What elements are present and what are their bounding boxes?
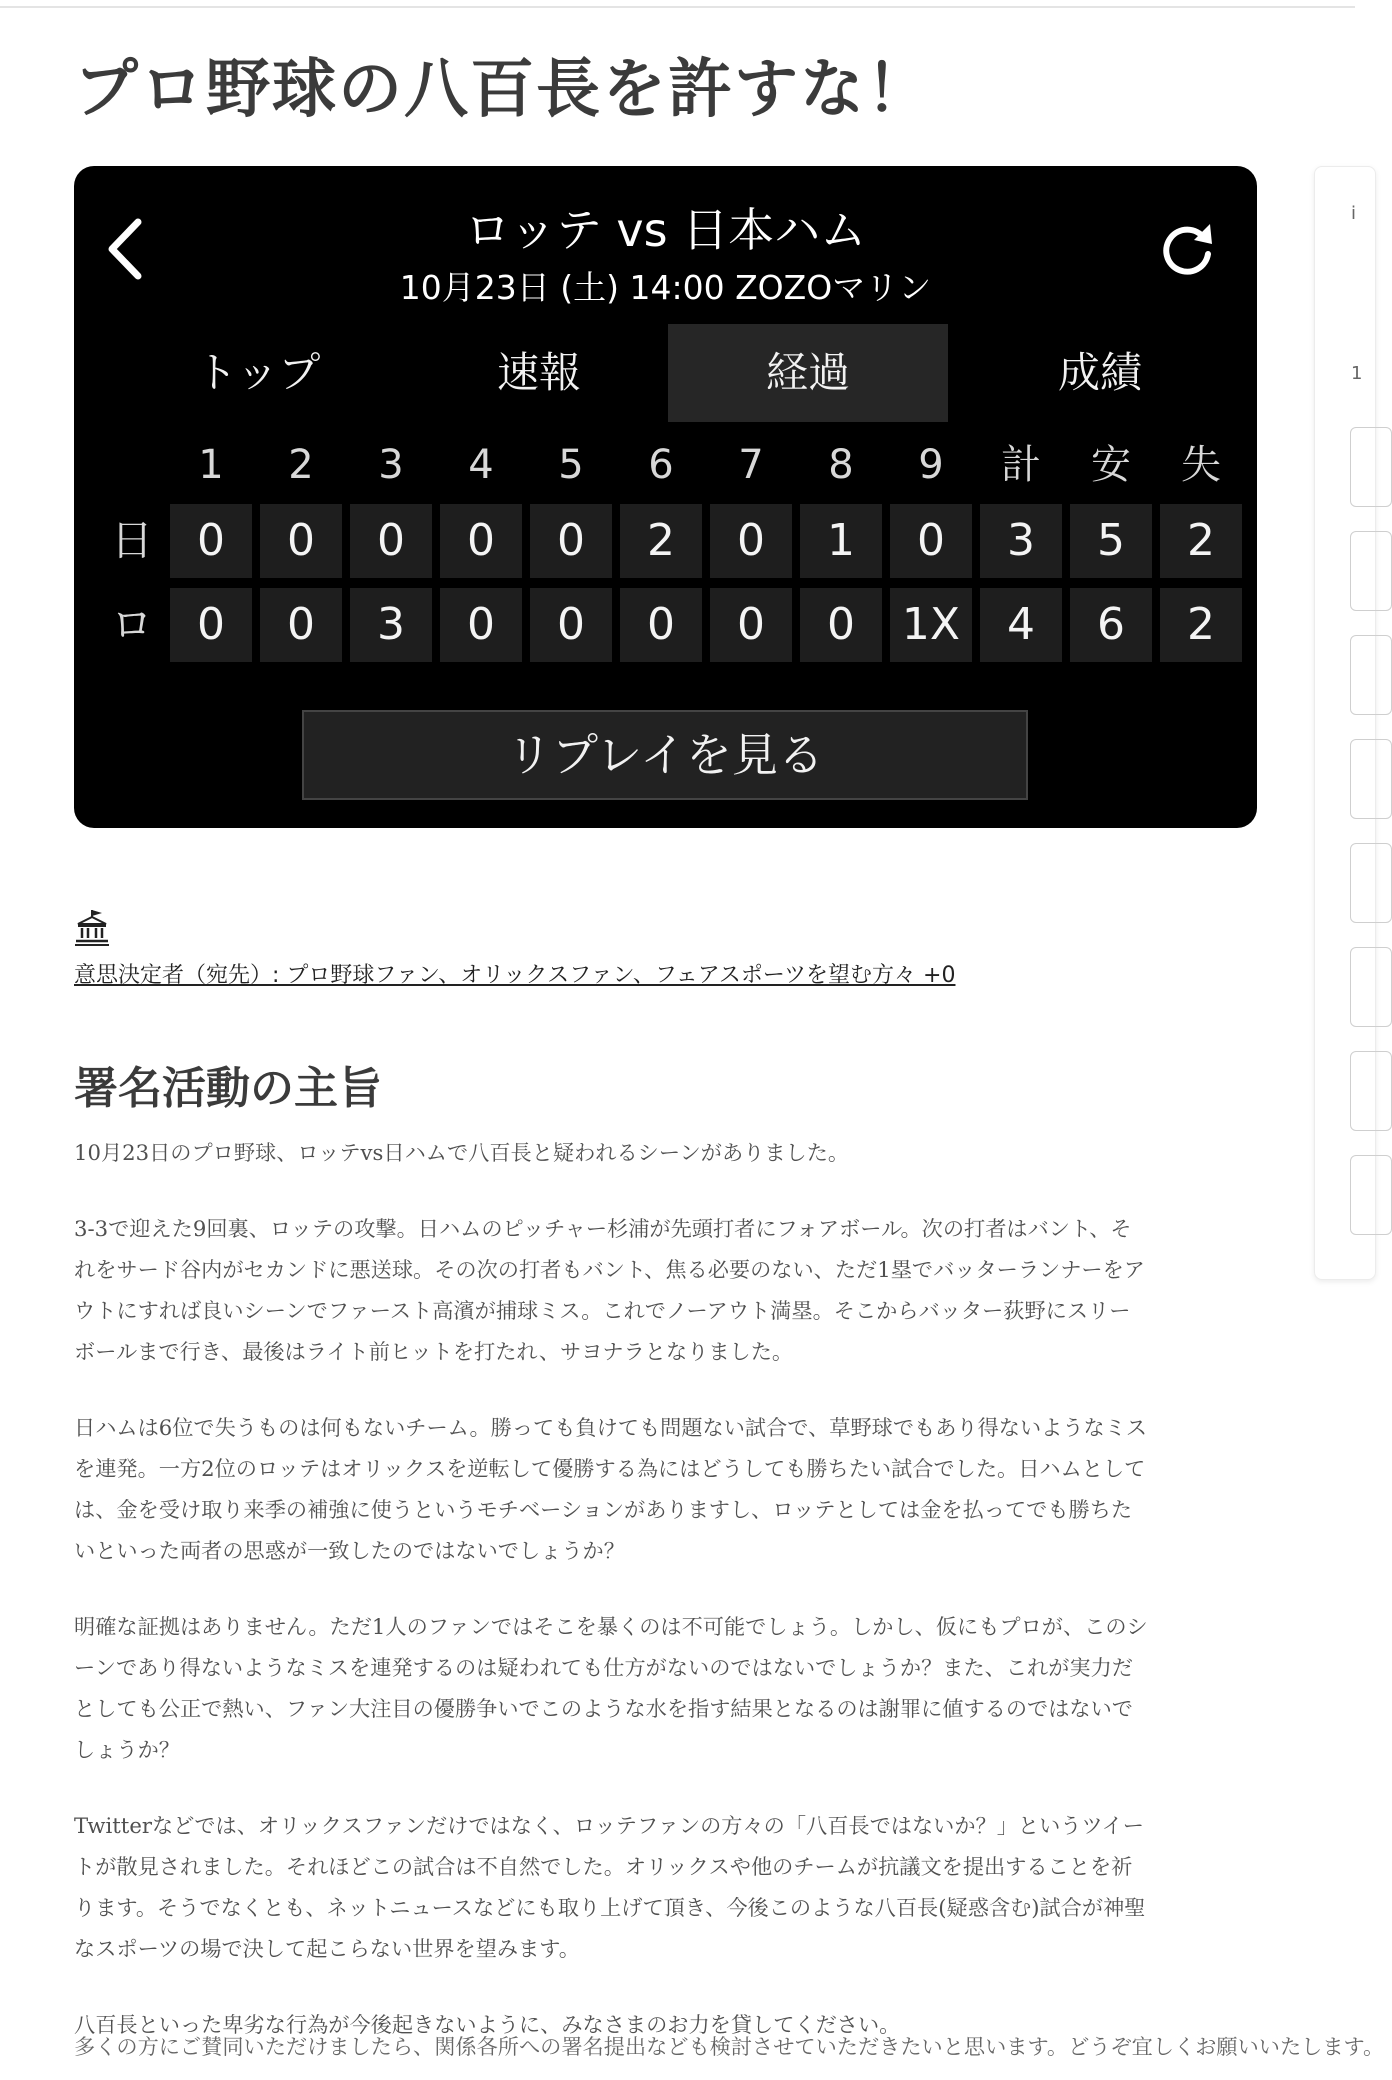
total-cell: 4 bbox=[980, 588, 1062, 662]
tab-progress: 経過 bbox=[668, 324, 948, 422]
inning-header: 3 bbox=[378, 442, 404, 488]
tab-live: 速報 bbox=[496, 348, 581, 397]
body-line: しょうか？ bbox=[74, 1737, 180, 1762]
body-paragraph bbox=[74, 1805, 1266, 1969]
score-cell: 0 bbox=[530, 504, 612, 578]
body-line: れをサード谷内がセカンドに悪送球。その次の打者もバント、焦る必要のない、ただ1塁でバッターランナーをア bbox=[74, 1257, 1145, 1282]
team-label: ロ bbox=[110, 600, 153, 649]
side-panel-button[interactable] bbox=[1350, 947, 1392, 1027]
inning-header: 1 bbox=[198, 442, 224, 488]
score-cell: 3 bbox=[350, 588, 432, 662]
body-line: 日ハムは6位で失うものは何もないチーム。勝っても負けても問題ない試合で、草野球でもあり得ないようなミス bbox=[74, 1415, 1148, 1440]
body-line: ーンであり得ないようなミスを連発するのは疑われても仕方がないのではないでしょうか？また、これが実力だ bbox=[74, 1655, 1133, 1680]
partial-body-line bbox=[74, 2030, 1385, 2059]
body-paragraph bbox=[74, 1208, 1266, 1372]
score-cell: 0 bbox=[530, 588, 612, 662]
hits-cell: 5 bbox=[1070, 504, 1152, 578]
inning-header: 6 bbox=[648, 442, 674, 488]
score-cell: 2 bbox=[620, 504, 702, 578]
top-divider bbox=[0, 6, 1355, 8]
tab-stats: 成績 bbox=[1057, 348, 1142, 397]
inning-header: 7 bbox=[738, 442, 764, 488]
body-line: 明確な証拠はありません。ただ1人のファンではそこを暴くのは不可能でしょう。しかし、仮にもプロが、このシ bbox=[74, 1614, 1148, 1639]
page-title: プロ野球の八百長を許すな！ bbox=[74, 53, 932, 127]
side-panel-label: 1 bbox=[1351, 363, 1363, 384]
inning-header: 5 bbox=[558, 442, 584, 488]
score-cell: 0 bbox=[440, 504, 522, 578]
hits-cell: 6 bbox=[1070, 588, 1152, 662]
side-panel-button[interactable] bbox=[1350, 1051, 1392, 1131]
inning-header: 4 bbox=[468, 442, 494, 488]
hits-header: 安 bbox=[1091, 442, 1131, 488]
score-cell: 0 bbox=[710, 588, 792, 662]
body-line: なスポーツの場で決して起こらない世界を望みます。 bbox=[74, 1936, 580, 1961]
body-line: いといった両者の思惑が一致したのではないでしょうか？ bbox=[74, 1538, 625, 1563]
side-panel-button[interactable] bbox=[1350, 531, 1392, 611]
body-paragraph bbox=[74, 1407, 1266, 1571]
body-paragraph bbox=[74, 1606, 1266, 1770]
body-line: ウトにすれば良いシーンでファースト高濱が捕球ミス。これでノーアウト満塁。そこからバッター荻野にスリー bbox=[74, 1298, 1131, 1323]
side-panel-button[interactable] bbox=[1350, 635, 1392, 715]
line-score bbox=[74, 428, 1257, 668]
score-cell: 0 bbox=[710, 504, 792, 578]
score-cell: 0 bbox=[260, 588, 342, 662]
errors-cell: 2 bbox=[1160, 504, 1242, 578]
tab-top: トップ bbox=[195, 348, 321, 397]
side-panel bbox=[1314, 166, 1376, 1280]
match-title: ロッテ vs 日本ハム bbox=[464, 203, 867, 257]
body-paragraph bbox=[74, 1132, 1266, 1173]
body-line: は、金を受け取り来季の補強に使うというモチベーションがありますし、ロッテとしては金を払ってでも勝ちた bbox=[74, 1497, 1133, 1522]
score-cell: 0 bbox=[170, 504, 252, 578]
body-line: 3-3で迎えた9回裏、ロッテの攻撃。日ハムのピッチャー杉浦が先頭打者にフォアボール。次の打者はバント、そ bbox=[74, 1216, 1132, 1241]
body-line: を連発。一方2位のロッテはオリックスを逆転して優勝する為にはどうしても勝ちたい試合でした。日ハムとして bbox=[74, 1456, 1146, 1481]
building-icon bbox=[74, 908, 110, 946]
replay-button: リプレイを見る bbox=[302, 710, 1028, 800]
side-panel-button[interactable] bbox=[1350, 843, 1392, 923]
errors-cell: 2 bbox=[1160, 588, 1242, 662]
side-panel-label: i bbox=[1351, 203, 1357, 224]
petition-body bbox=[74, 1132, 1385, 2080]
body-line: 10月23日のプロ野球、ロッテvs日ハムで八百長と疑われるシーンがありました。 bbox=[74, 1140, 850, 1165]
score-cell: 0 bbox=[890, 504, 972, 578]
body-line: ります。そうでなくとも、ネットニュースなどにも取り上げて頂き、今後このような八百長(疑惑含む)試合が神聖 bbox=[74, 1895, 1146, 1920]
body-line: トが散見されました。それほどこの試合は不自然でした。オリックスや他のチームが抗議文を提出することを祈 bbox=[74, 1854, 1133, 1879]
partial-line-text: 多くの方にご賛同いただけましたら、関係各所への署名提出なども検討させていただきたいと思います。どうぞ宜しくお願いいたします。 bbox=[74, 2034, 1385, 2059]
errors-header: 失 bbox=[1181, 442, 1221, 488]
score-cell: 1X bbox=[890, 588, 972, 662]
refresh-icon bbox=[1154, 216, 1220, 282]
score-cell: 1 bbox=[800, 504, 882, 578]
side-panel-button[interactable] bbox=[1350, 427, 1392, 507]
section-heading: 署名活動の主旨 bbox=[74, 1063, 382, 1114]
score-cell: 0 bbox=[800, 588, 882, 662]
total-cell: 3 bbox=[980, 504, 1062, 578]
body-line: 八百長といった卑劣な行為が今後起きないように、みなさまのお力を貸してください。 bbox=[74, 2012, 901, 2037]
score-cell: 0 bbox=[350, 504, 432, 578]
body-line: としても公正で熱い、ファン大注目の優勝争いでこのような水を指す結果となるのは謝罪に値するのではないで bbox=[74, 1696, 1133, 1721]
decision-maker-link[interactable]: 意思決定者（宛先）: プロ野球ファン、オリックスファン、フェアスポーツを望む方々 +0 bbox=[74, 963, 956, 988]
inning-header: 8 bbox=[828, 442, 854, 488]
score-cell: 0 bbox=[440, 588, 522, 662]
match-date: 10月23日 (土) 14:00 ZOZOマリン bbox=[399, 268, 932, 307]
side-panel-button[interactable] bbox=[1350, 1155, 1392, 1235]
score-cell: 0 bbox=[260, 504, 342, 578]
score-cell: 0 bbox=[170, 588, 252, 662]
inning-header: 2 bbox=[288, 442, 314, 488]
score-cell: 0 bbox=[620, 588, 702, 662]
total-runs-header: 計 bbox=[1001, 442, 1041, 488]
side-panel-button[interactable] bbox=[1350, 739, 1392, 819]
team-label: 日 bbox=[110, 516, 153, 565]
body-line: ボールまで行き、最後はライト前ヒットを打たれ、サヨナラとなりました。 bbox=[74, 1339, 794, 1364]
score-tabs bbox=[74, 324, 1257, 422]
scoreboard-image bbox=[74, 166, 1257, 828]
inning-header: 9 bbox=[918, 442, 944, 488]
body-line: Twitterなどでは、オリックスファンだけではなく、ロッテファンの方々の「八百長ではないか？」というツイー bbox=[74, 1813, 1144, 1838]
